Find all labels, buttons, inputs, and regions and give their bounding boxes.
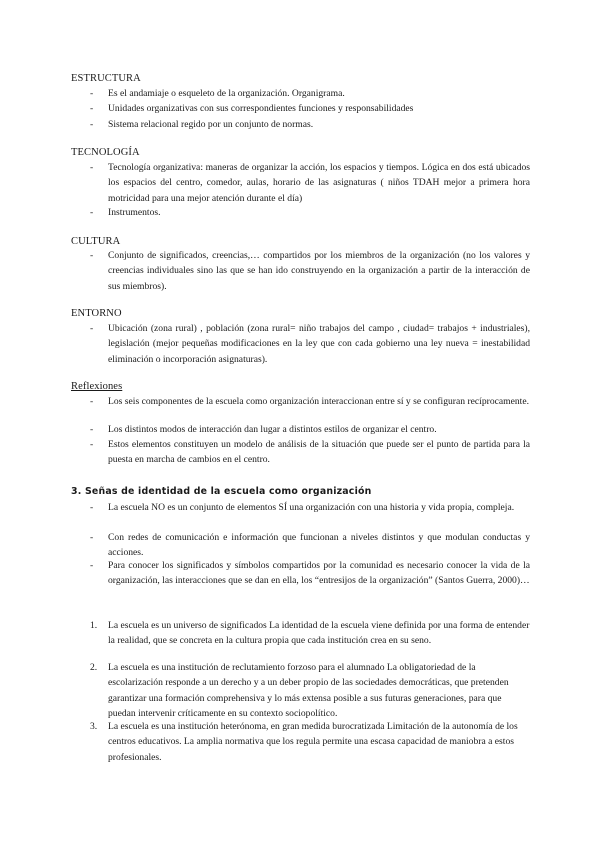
numbered-item: 2. La escuela es una institución de reclutamiento forzoso para el alumnado La obligatoriedad de la escolarización responde a un derecho y a un deber propio de las sociedades democráticas, que pretenden garantizar una formación comprehensiva y lo más extensa posible a sus futuras generaciones, para que puedan intervenir críticamente en su contexto sociopolítico. [90,662,509,720]
section-heading-senas: 3. Señas de identidad de la escuela como organización [71,486,372,497]
heading-cultura: CULTURA [71,236,121,247]
list-item: - Instrumentos. [90,207,161,218]
heading-tecnologia: TECNOLOGÍA [71,147,140,158]
list-item: - Ubicación (zona rural) , población (zona rural= niño trabajos del campo , ciudad= trabajos + industriales), legislación (mejor pequeñas modificaciones en la ley que con cada gobierno una ley nueva = inestabilidad eliminación o incorporación asignaturas). [90,323,530,365]
list-item: - Sistema relacional regido por un conjunto de normas. [90,119,314,130]
numbered-item: 3. La escuela es una institución heterónoma, en gran medida burocratizada Limitación de la autonomía de los centros educativos. La amplia normativa que los regula permite una escasa capacidad de maniobra a estos profesionales. [90,721,518,763]
numbered-item: 1. La escuela es un universo de significados La identidad de la escuela viene definida por una forma de entender la realidad, que se concreta en la cultura propia que cada institución crea en su seno. [90,620,530,647]
list-item: - Los distintos modos de interacción dan lugar a distintos estilos de organizar el centro. [90,424,437,435]
list-item: - Conjunto de significados, creencias,… compartidos por los miembros de la organización (no los valores y creencias individuales sino las que se han ido construyendo en la organización a partir de la interacción de sus miembros). [90,250,530,292]
heading-entorno: ENTORNO [71,308,122,319]
list-item: - Con redes de comunicación e información que funcionan a niveles distintos y que modulan conductas y acciones. [90,532,530,559]
list-item: - La escuela NO es un conjunto de elementos SÍ una organización con una historia y vida propia, compleja. [90,502,515,513]
heading-reflexiones: Reflexiones [71,381,123,392]
list-item: - Tecnología organizativa: maneras de organizar la acción, los espacios y tiempos. Lógica en dos está ubicados los espacios del centro, comedor, aulas, horario de las asignaturas ( niños TDAH mejor a primera hora motricidad para una mejor atención durante el día) [90,162,530,204]
list-item: - Es el andamiaje o esqueleto de la organización. Organigrama. [90,88,345,99]
list-item: - Estos elementos constituyen un modelo de análisis de la situación que puede ser el punto de partida para la puesta en marcha de cambios en el centro. [90,439,530,466]
list-item: - Los seis componentes de la escuela como organización interaccionan entre sí y se configuran recíprocamente. [90,396,529,407]
heading-estructura: ESTRUCTURA [71,73,141,84]
list-item: - Unidades organizativas con sus correspondientes funciones y responsabilidades [90,103,414,114]
list-item: - Para conocer los significados y símbolos compartidos por la comunidad es necesario conocer la vida de la organización, las interacciones que se dan en ella, los “entresijos de la organización” (Santos Guerra, 2000)… [90,560,530,587]
